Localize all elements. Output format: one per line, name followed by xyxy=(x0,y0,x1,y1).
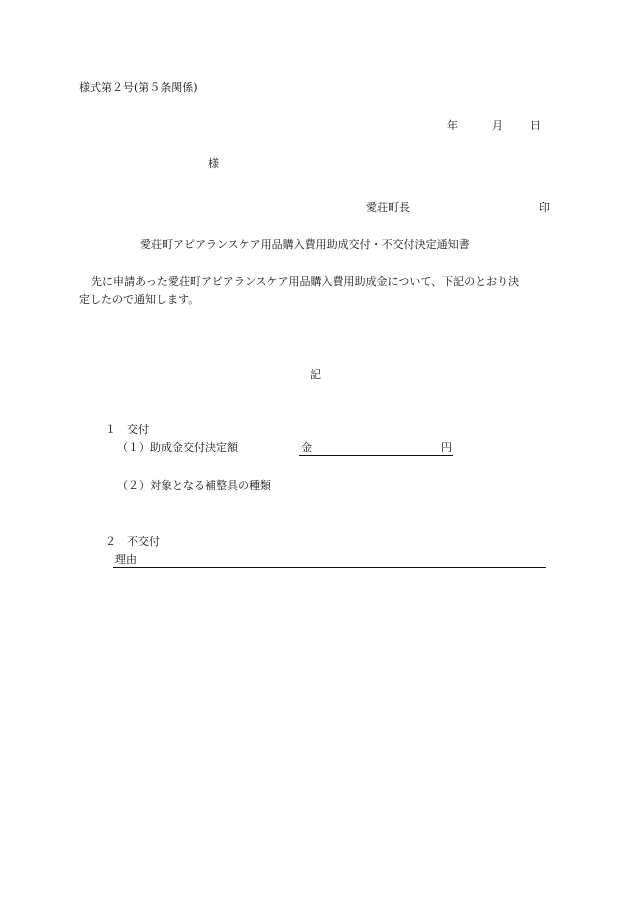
device-type-label: （２）対象となる補整具の種類 xyxy=(117,479,271,492)
reason-underline xyxy=(113,567,546,568)
issuer-title: 愛荘町長 xyxy=(366,201,410,214)
document-title: 愛荘町アピアランスケア用品購入費用助成交付・不交付決定通知書 xyxy=(140,238,470,251)
decision-amount-label: （１）助成金交付決定額 xyxy=(117,441,238,454)
date-day-label: 日 xyxy=(530,119,541,132)
amount-prefix: 金 xyxy=(301,441,312,454)
date-month-label: 月 xyxy=(492,119,503,132)
amount-suffix: 円 xyxy=(441,441,452,454)
date-year-label: 年 xyxy=(447,119,458,132)
ki-heading: 記 xyxy=(310,368,321,381)
form-number: 様式第２号(第５条関係) xyxy=(79,81,198,94)
reason-label: 理由 xyxy=(115,553,137,566)
issuer-seal: 印 xyxy=(539,201,550,214)
body-line-1: 先に申請あった愛荘町アピアランスケア用品購入費用助成金について、下記のとおり決 xyxy=(91,275,520,288)
body-line-2: 定したので通知します。 xyxy=(79,293,200,306)
addressee-suffix: 様 xyxy=(208,157,219,170)
section1-heading: １ 交付 xyxy=(105,423,149,436)
section2-heading: ２ 不交付 xyxy=(105,535,160,548)
amount-underline xyxy=(299,455,453,456)
